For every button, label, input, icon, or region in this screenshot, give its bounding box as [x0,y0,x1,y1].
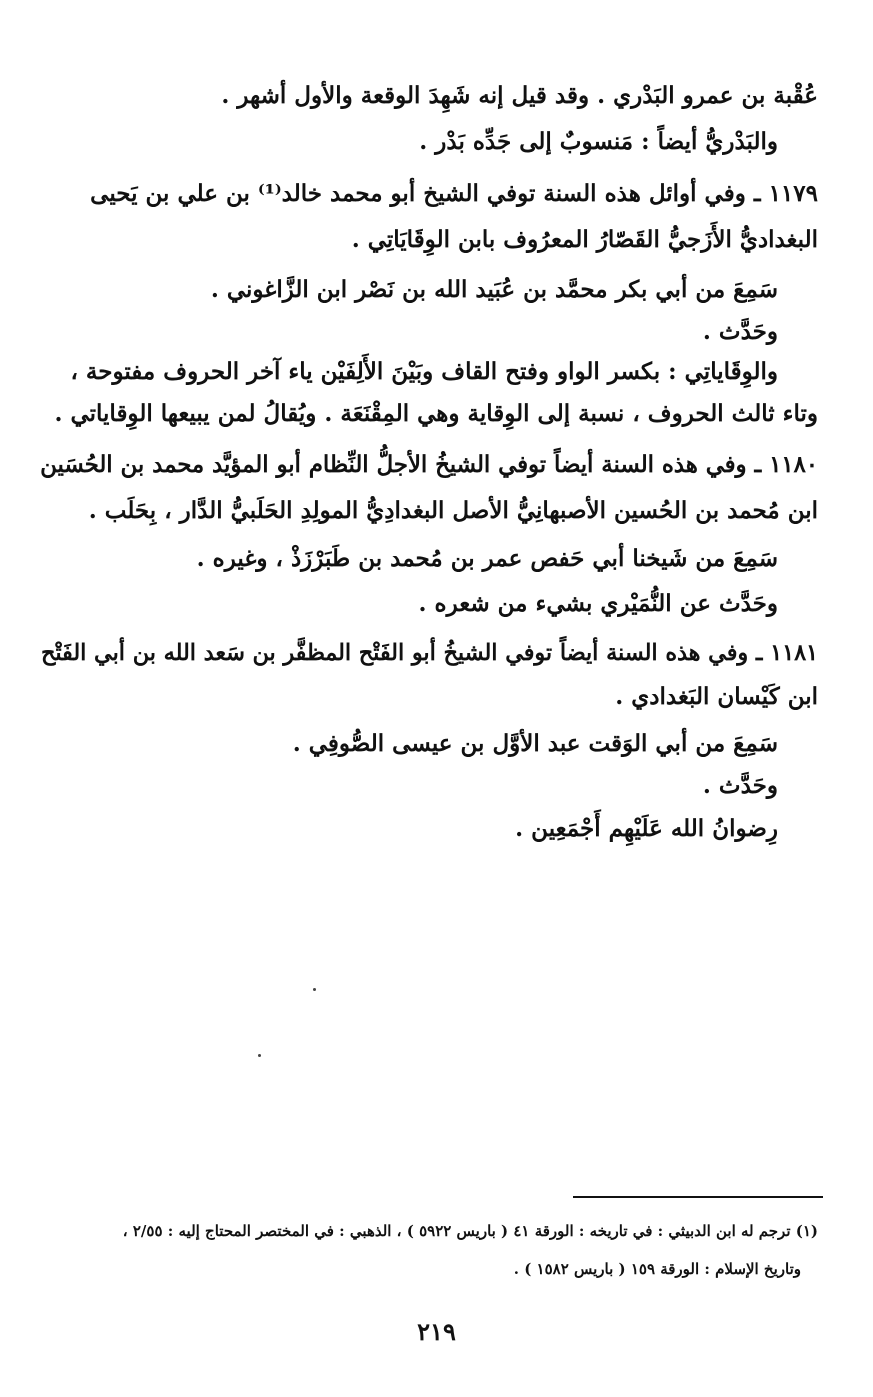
entry-1180-line-1: ١١٨٠ ـ وفي هذه السنة أيضاً توفي الشيخُ الأجلُّ النِّظام أبو المؤيَّد محمد بن الحُسَين [40,452,818,478]
page-speck [258,1054,261,1057]
footnote-line-1: (١) ترجم له ابن الدبيثي : في تاريخه : الورقة ٤١ ( باريس ٥٩٢٢ ) ، الذهبي : في المختصر المحتاج إليه : ٢/٥٥ ، [122,1222,818,1240]
page-number: ٢١٩ [417,1317,456,1346]
page-speck [313,988,316,991]
entry-1180-line-2: ابن مُحمد بن الحُسين الأصبهانِيُّ الأصل البغدادِيُّ المولِدِ الحَلَبيُّ الدَّار ، بِحَلَب . [88,497,818,524]
text-line-wiqayati-2: وتاء ثالث الحروف ، نسبة إلى الوِقاية وهي المِقْنَعَة . ويُقالُ لمن يبيعها الوِقاياتي . [54,400,818,427]
text-line-1: عُقْبة بن عمرو البَدْري . وقد قيل إنه شَهِدَ الوقعة والأول أشهر . [221,82,818,109]
entry-1179-line-2: البغداديُّ الأَزَجيُّ القَصّارُ المعرُوف بابن الوِقَايَاتِي . [351,226,818,253]
text-line-heard-2: سَمِعَ من شَيخنا أبي حَفص عمر بن مُحمد بن طَبَرْزَذْ ، وغيره . [196,545,778,572]
text-line-2: والبَدْريُّ أيضاً : مَنسوبٌ إلى جَدِّه بَدْر . [419,128,778,155]
text-line-narrated-3: وحَدَّث . [702,772,778,799]
entry-1181-line-1: ١١٨١ ـ وفي هذه السنة أيضاً توفي الشيخُ أبو الفَتْح المظفَّر بن سَعد الله بن أبي الفَتْح [40,640,818,666]
footnote-line-2: وتاريخ الإسلام : الورقة ١٥٩ ( باريس ١٥٨٢ ) . [513,1260,801,1278]
entry-1181-line-2: ابن كَيْسان البَغدادي . [615,683,818,710]
text-line-closing: رِضوانُ الله عَلَيْهِم أَجْمَعِين . [515,815,778,842]
text-line-narrated: وحَدَّث . [702,318,778,345]
text-line-heard: سَمِعَ من أبي بكر محمَّد بن عُبَيد الله بن نَصْر ابن الزَّاغوني . [210,276,778,303]
entry-1179-line-1: ١١٧٩ ـ وفي أوائل هذه السنة توفي الشيخ أبو محمد خالد⁽¹⁾ بن علي بن يَحيى [90,180,818,207]
text-line-wiqayati-1: والوِقَاياتِي : بكسر الواو وفتح القاف وبَيْنَ الأَلِفَيْن ياء آخر الحروف مفتوحة ، [70,358,778,385]
text-line-heard-3: سَمِعَ من أبي الوَقت عبد الأوَّل بن عيسى الصُّوفِي . [292,730,778,757]
text-line-narrated-2: وحَدَّث عن النُّمَيْري بشيء من شعره . [418,590,778,617]
footnote-separator [573,1196,823,1198]
